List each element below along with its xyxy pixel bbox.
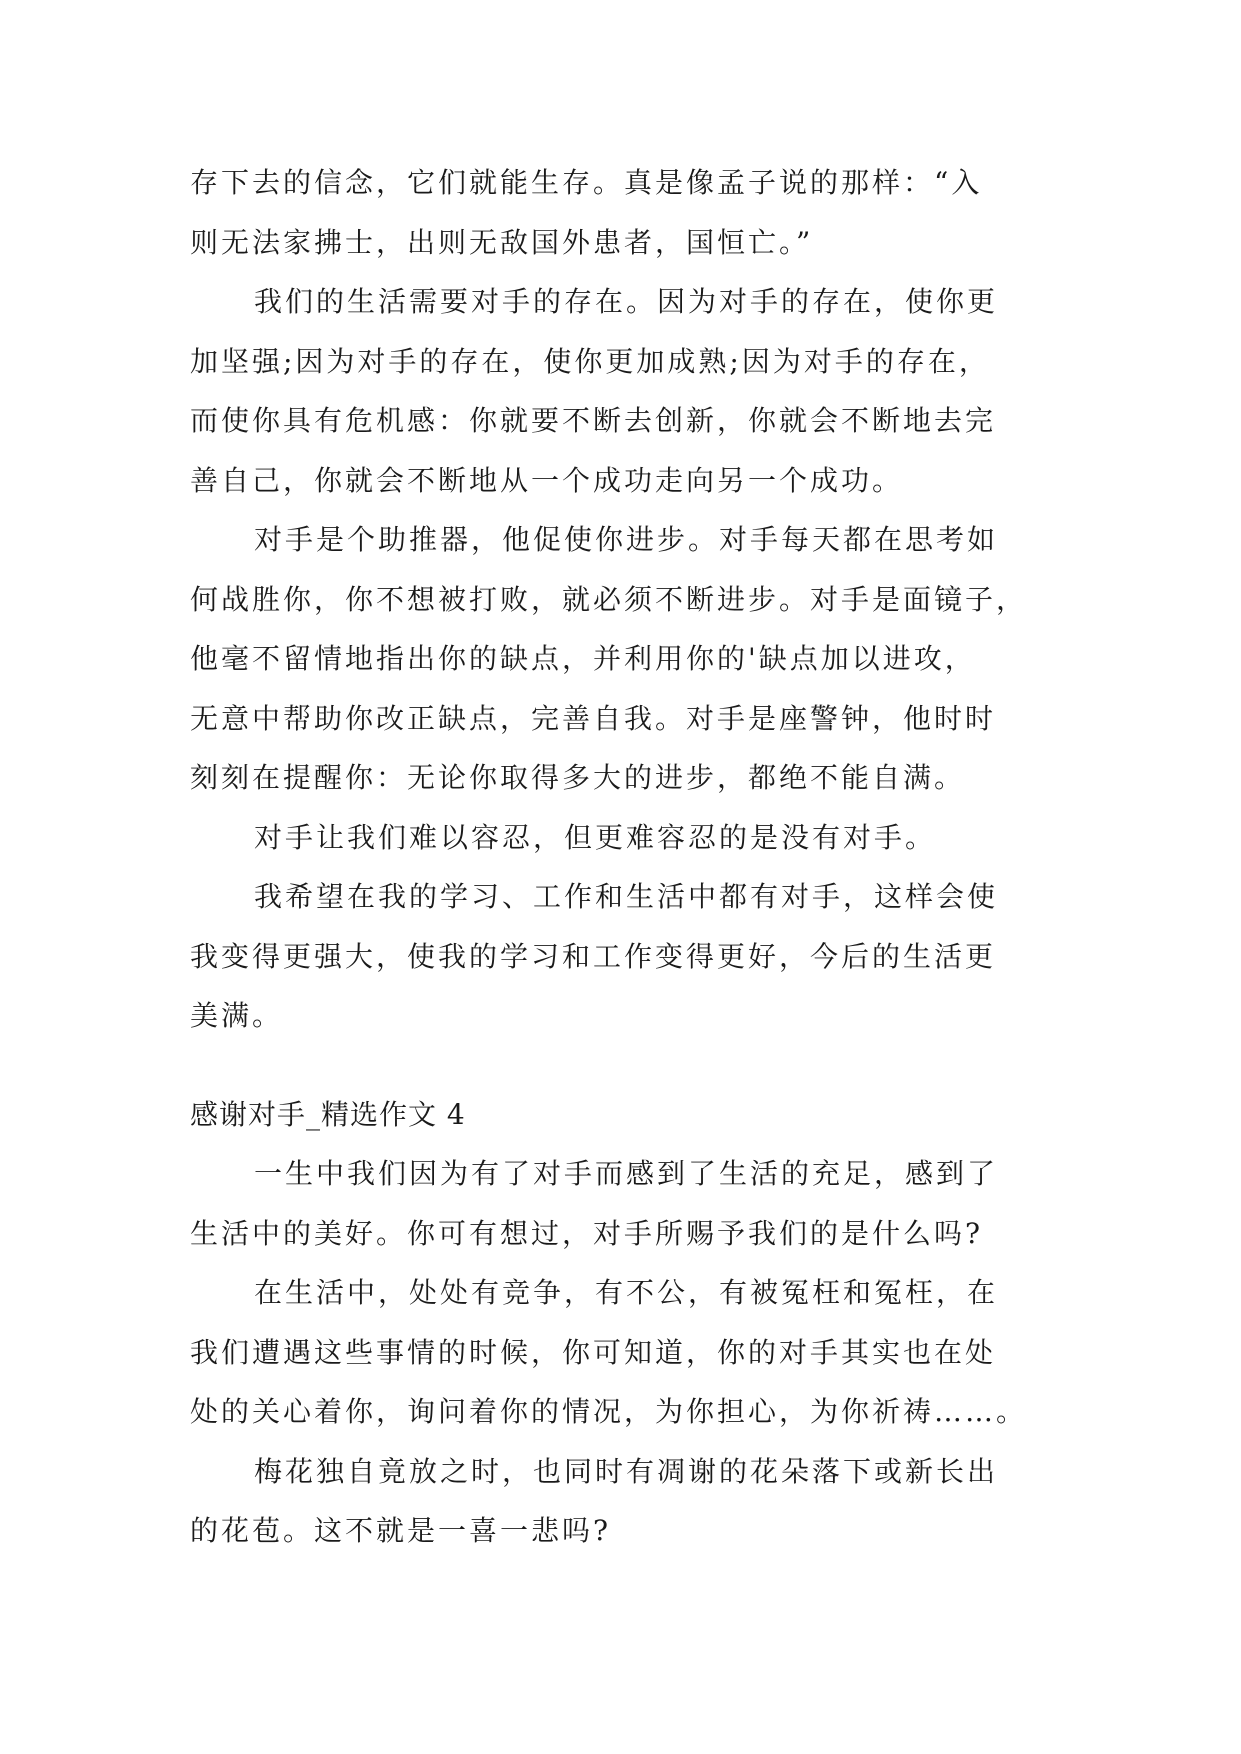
paragraph-start-line: 对手是个助推器，他促使你进步。对手每天都在思考如 — [254, 523, 999, 556]
text-line: 生活中的美好。你可有想过，对手所赐予我们的是什么吗? — [190, 1216, 984, 1250]
text-line: 善自己，你就会不断地从一个成功走向另一个成功。 — [190, 463, 904, 497]
text-line: 我变得更强大，使我的学习和工作变得更好，今后的生活更 — [190, 939, 997, 973]
text-line: 无意中帮助你改正缺点，完善自我。对手是座警钟，他时时 — [190, 701, 997, 735]
text-line: 我们遭遇这些事情的时候，你可知道，你的对手其实也在处 — [190, 1335, 997, 1369]
paragraph-start-line: 在生活中，处处有竞争，有不公，有被冤枉和冤枉，在 — [254, 1276, 999, 1309]
text-line: 加坚强;因为对手的存在，使你更加成熟;因为对手的存在， — [190, 344, 990, 378]
text-line: 美满。 — [190, 999, 284, 1032]
text-line: 何战胜你，你不想被打败，就必须不断进步。对手是面镜子， — [190, 582, 1028, 616]
document-body-section-2 — [190, 1144, 1060, 1561]
text-line: 他毫不留情地指出你的缺点，并利用你的'缺点加以进攻， — [190, 642, 976, 675]
section-heading: 感谢对手_精选作文 4 — [190, 1098, 466, 1131]
paragraph-start-line: 梅花独自竟放之时，也同时有凋谢的花朵落下或新长出 — [254, 1454, 999, 1488]
text-line: 处的关心着你，询问着你的情况，为你担心，为你祈祷……。 — [190, 1395, 1028, 1428]
text-line: 刻刻在提醒你：无论你取得多大的进步，都绝不能自满。 — [190, 761, 966, 794]
text-line: 存下去的信念，它们就能生存。真是像孟子说的那样：“入 — [190, 166, 983, 199]
text-line: 的花苞。这不就是一喜一悲吗? — [190, 1514, 612, 1547]
paragraph-start-line: 我们的生活需要对手的存在。因为对手的存在，使你更 — [254, 285, 999, 318]
document-body-section-1 — [190, 153, 1060, 1046]
text-line: 则无法家拂士，出则无敌国外患者，国恒亡。” — [190, 225, 814, 259]
paragraph-start-line: 对手让我们难以容忍，但更难容忍的是没有对手。 — [254, 820, 937, 854]
paragraph-start-line: 我希望在我的学习、工作和生活中都有对手，这样会使 — [254, 880, 999, 913]
paragraph-start-line: 一生中我们因为有了对手而感到了生活的充足，感到了 — [254, 1157, 999, 1190]
text-line: 而使你具有危机感：你就要不断去创新，你就会不断地去完 — [190, 404, 997, 437]
